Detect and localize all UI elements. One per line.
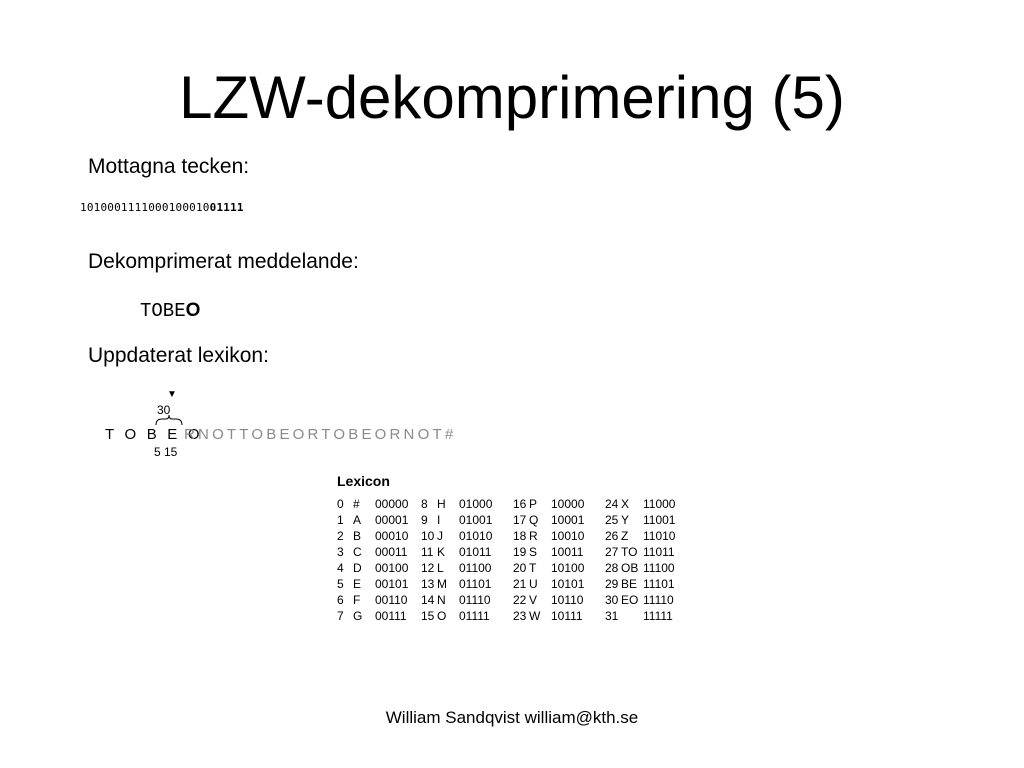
lexicon-entry-code: 01011 <box>459 545 492 559</box>
lexicon-entry-index: 21 <box>513 577 527 591</box>
decoded-message <box>140 300 200 322</box>
lexicon-entry-index: 31 <box>605 609 619 623</box>
lexicon-entry-symbol: K <box>437 545 446 559</box>
lexicon-entry <box>513 608 605 624</box>
lexicon-entry-symbol: N <box>437 593 446 607</box>
lexicon-entry <box>421 544 513 560</box>
lexicon-entry <box>421 608 513 624</box>
lexicon-entry-index: 23 <box>513 609 527 623</box>
lexicon-entry <box>421 528 513 544</box>
sequence-decoded: T O B E O <box>105 426 203 443</box>
lexicon-entry <box>605 576 695 592</box>
lexicon-entry-code: 01001 <box>459 513 493 527</box>
lexicon-entry-index: 13 <box>421 577 435 591</box>
slide-title: LZW-dekomprimering (5) <box>179 64 845 131</box>
lexicon-entry-code: 00110 <box>375 593 408 607</box>
lexicon-entry-index: 18 <box>513 529 527 543</box>
lexicon-entry-symbol: Q <box>529 513 539 527</box>
lexicon-entry-index: 8 <box>421 497 428 511</box>
lexicon-entry <box>337 512 421 528</box>
decoded-message-plain: TOBE <box>140 300 186 322</box>
lexicon-entry-index: 17 <box>513 513 527 527</box>
lexicon-entry-symbol: H <box>437 497 446 511</box>
lexicon-entry-code: 10101 <box>551 577 585 591</box>
lexicon-entry <box>337 544 421 560</box>
lexicon-entry <box>421 560 513 576</box>
lexicon-entry <box>337 608 421 624</box>
lexicon-entry-index: 25 <box>605 513 619 527</box>
lexicon-entry-code: 10001 <box>551 513 585 527</box>
sequence-remaining: RNOTTOBEORTOBEORNOT# <box>184 426 457 443</box>
lexicon-entry-index: 14 <box>421 593 435 607</box>
lexicon-entry <box>605 496 695 512</box>
lexicon-entry <box>337 576 421 592</box>
received-bits-plain: 1010001111000100010 <box>80 201 210 214</box>
new-code-number: 30 <box>157 403 171 417</box>
lexicon-entry-symbol: O <box>437 609 447 623</box>
lexicon-entry-symbol: V <box>529 593 538 607</box>
lexicon-entry-code: 01101 <box>459 577 492 591</box>
lexicon-entry <box>337 560 421 576</box>
lexicon-entry <box>421 592 513 608</box>
lexicon-entry-code: 00010 <box>375 529 409 543</box>
lexicon-entry-symbol <box>621 608 643 624</box>
lexicon-entry-code: 00000 <box>375 497 409 511</box>
lexicon-entry-index: 30 <box>605 593 619 607</box>
lexicon-entry-code: 01110 <box>459 593 491 607</box>
lexicon-entry-symbol: J <box>437 529 443 543</box>
lexicon-entry-code: 00111 <box>375 609 407 623</box>
lexicon-entry <box>513 592 605 608</box>
lexicon-entry <box>513 576 605 592</box>
lexicon-entry-symbol: W <box>529 609 541 623</box>
lexicon-entry-symbol: X <box>621 497 630 511</box>
lexicon-entry-code: 01111 <box>459 609 490 623</box>
lexicon-entry <box>605 544 695 560</box>
lexicon-entry-code: 11011 <box>643 545 675 559</box>
lexicon-entry-index: 3 <box>337 545 344 559</box>
lexicon-entry-index: 6 <box>337 593 344 607</box>
lexicon-entry-symbol: L <box>437 561 444 575</box>
lexicon-entry <box>513 512 605 528</box>
lexicon-entry-index: 0 <box>337 497 344 511</box>
lexicon-entry <box>605 528 695 544</box>
lexicon-entry-code: 11100 <box>643 561 675 575</box>
footer-credit: William Sandqvist william@kth.se <box>385 708 639 727</box>
lexicon-entry-symbol: A <box>353 513 362 527</box>
lexicon-entry-index: 27 <box>605 545 619 559</box>
lexicon-entry-index: 11 <box>421 545 434 559</box>
lexicon-entry-symbol: Y <box>621 513 630 527</box>
lexicon-label: Uppdaterat lexikon: <box>88 344 269 367</box>
lexicon-entry-symbol: G <box>353 609 363 623</box>
lexicon-entry-symbol: EO <box>621 593 639 607</box>
lexicon-entry-index: 29 <box>605 577 619 591</box>
lexicon-entry-index: 24 <box>605 497 619 511</box>
lexicon-entry-code: 10000 <box>551 497 585 511</box>
lexicon-entry <box>421 496 513 512</box>
lexicon-entry-index: 12 <box>421 561 435 575</box>
received-label: Mottagna tecken: <box>88 155 250 178</box>
decoded-label: Dekomprimerat meddelande: <box>88 250 359 273</box>
lexicon-entry-symbol: R <box>529 529 538 543</box>
lexicon-entry-code: 10011 <box>551 545 584 559</box>
lexicon-entry-index: 4 <box>337 561 344 575</box>
lexicon-entry <box>513 528 605 544</box>
lexicon-entry-code: 11000 <box>643 497 676 511</box>
lexicon-entry-code: 11010 <box>643 529 676 543</box>
lexicon-entry-code: 00001 <box>375 513 409 527</box>
lexicon-entry-code: 10111 <box>551 609 583 623</box>
lexicon-entry-code: 01000 <box>459 497 493 511</box>
lexicon-entry-index: 15 <box>421 609 435 623</box>
lexicon-entry-symbol: P <box>529 497 538 511</box>
lexicon-entry-symbol: OB <box>621 561 639 575</box>
lexicon-entry-index: 2 <box>337 529 344 543</box>
lexicon-entry-code: 00011 <box>375 545 408 559</box>
lexicon-entry <box>605 560 695 576</box>
lexicon-entry <box>337 592 421 608</box>
lexicon-grid <box>337 496 695 624</box>
lexicon-entry-code: 00101 <box>375 577 409 591</box>
lexicon-entry <box>421 512 513 528</box>
lexicon-entry-symbol: # <box>353 497 360 511</box>
lexicon-entry-index: 26 <box>605 529 619 543</box>
lexicon-entry <box>605 512 695 528</box>
lexicon-entry-index: 5 <box>337 577 344 591</box>
lexicon-entry <box>513 496 605 512</box>
lexicon-entry-code: 11001 <box>643 513 676 527</box>
lexicon-entry-code: 01100 <box>459 561 492 575</box>
lexicon-entry-symbol: B <box>353 529 362 543</box>
lexicon-entry-symbol: C <box>353 545 362 559</box>
decoded-message-new: O <box>185 300 201 321</box>
lexicon-entry-index: 10 <box>421 529 435 543</box>
lexicon-entry-symbol: F <box>353 593 361 607</box>
lexicon-entry-code: 10100 <box>551 561 585 575</box>
lexicon-entry-index: 20 <box>513 561 527 575</box>
lexicon-entry-symbol: Z <box>621 529 629 543</box>
lexicon-title: Lexicon <box>337 473 390 489</box>
lexicon-entry-code: 11111 <box>643 609 673 623</box>
lexicon-entry <box>513 560 605 576</box>
lexicon-entry <box>605 608 695 624</box>
lexicon-entry-symbol: TO <box>621 545 638 559</box>
lexicon-entry-code: 01010 <box>459 529 493 543</box>
lexicon-entry <box>337 496 421 512</box>
lexicon-entry-index: 1 <box>337 513 344 527</box>
source-code-numbers: 5 15 <box>154 445 178 459</box>
lexicon-entry-index: 28 <box>605 561 619 575</box>
lexicon-table <box>337 472 695 624</box>
lexicon-entry <box>337 528 421 544</box>
lexicon-entry <box>421 576 513 592</box>
lexicon-entry-index: 7 <box>337 609 344 623</box>
lexicon-entry-code: 10110 <box>551 593 584 607</box>
pointer-arrow-icon: ▼ <box>167 389 177 400</box>
lexicon-entry <box>513 544 605 560</box>
lexicon-entry-index: 16 <box>513 497 527 511</box>
lexicon-entry-symbol: S <box>529 545 538 559</box>
lexicon-entry-code: 00100 <box>375 561 409 575</box>
brace-icon <box>155 414 183 426</box>
lexicon-entry-symbol: D <box>353 561 362 575</box>
lexicon-entry-index: 19 <box>513 545 527 559</box>
lexicon-entry-symbol: E <box>353 577 362 591</box>
lexicon-entry-code: 10010 <box>551 529 585 543</box>
lexicon-entry-symbol: U <box>529 577 538 591</box>
lexicon-entry-index: 22 <box>513 593 527 607</box>
received-bits <box>80 201 244 215</box>
lexicon-entry-code: 11110 <box>643 593 674 607</box>
lexicon-entry-symbol: M <box>437 577 447 591</box>
lexicon-entry-symbol: BE <box>621 577 638 591</box>
received-bits-highlight: 01111 <box>209 201 244 214</box>
lexicon-entry <box>605 592 695 608</box>
lexicon-entry-symbol: I <box>437 513 441 527</box>
lexicon-entry-index: 9 <box>421 513 428 527</box>
lexicon-entry-symbol: T <box>529 561 537 575</box>
lexicon-entry-code: 11101 <box>643 577 675 591</box>
